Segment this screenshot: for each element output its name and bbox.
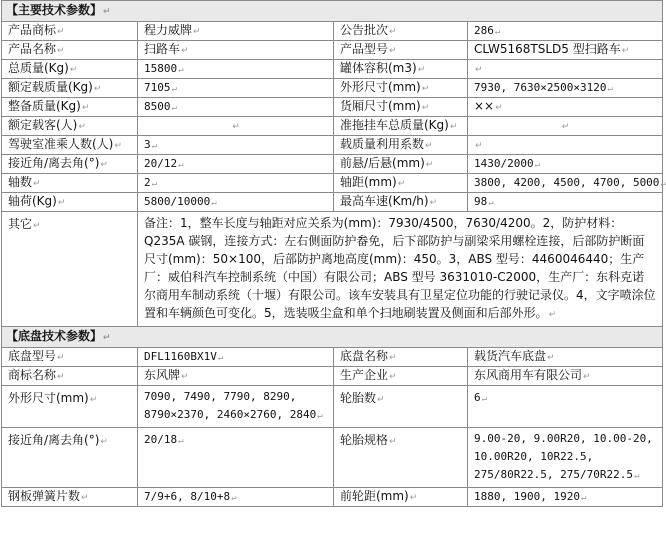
- return-mark-icon: ↵: [103, 333, 111, 343]
- spec-label: 接近角/离去角(°)↵: [2, 155, 138, 174]
- spec-value: ↵: [468, 117, 663, 136]
- spec-label: 底盘型号↵: [2, 348, 138, 367]
- spec-value: 2↵: [138, 174, 334, 193]
- spec-row: [2, 428, 663, 488]
- spec-label: 底盘名称↵: [334, 348, 468, 367]
- spec-row: [2, 348, 663, 367]
- spec-label: 最高车速(Km/h)↵: [334, 193, 468, 212]
- spec-value: 9.00-20, 9.00R20, 10.00-20, 10.00R20, 10R22.5, 275/80R22.5, 275/70R22.5↵: [468, 428, 663, 488]
- spec-label: 公告批次↵: [334, 22, 468, 41]
- spec-value: 东风牌↵: [138, 367, 334, 386]
- chassis-section-header: [2, 327, 663, 348]
- spec-value: 15800↵: [138, 60, 334, 79]
- spec-label: 外形尺寸(mm)↵: [334, 79, 468, 98]
- spec-value: 1430/2000↵: [468, 155, 663, 174]
- spec-label: 产品商标↵: [2, 22, 138, 41]
- spec-row: [2, 488, 663, 507]
- other-notes-text: 备注：1，整车长度与轴距对应关系为(mm)：7930/4500，7630/4200。2，防护材料：Q235A 碳钢，连接方式：左右侧面防护畚免，后下部防护与副梁采用螺栓连接，后部防护断面尺寸(mm)：50×100，后部防护离地高度(mm)：450。3，ABS 型号：4460046440；生产厂：威伯科汽车控制系统（中国）有限公司；ABS 型号 3631010-C2000，生产厂：东科克诺尔商用车制动系统（十堰）有限公司。该车安装具有卫星定位功能的行驶记录仪。4，文字喷涂位置和车辆颜色可变化。5，选装吸尘盒和单个扫地刷装置及侧面和后部外形。↵: [138, 212, 663, 327]
- spec-value: 7090, 7490, 7790, 8290, 8790×2370, 2460×2760, 2840↵: [138, 386, 334, 428]
- spec-value: 东风商用车有限公司↵: [468, 367, 663, 386]
- spec-label: 前轮距(mm)↵: [334, 488, 468, 507]
- spec-label: 总质量(Kg)↵: [2, 60, 138, 79]
- spec-label: 轮胎规格↵: [334, 428, 468, 488]
- spec-row: [2, 117, 663, 136]
- spec-value: 载货汽车底盘↵: [468, 348, 663, 367]
- spec-row: [2, 79, 663, 98]
- spec-value: ↵: [468, 60, 663, 79]
- spec-value: 8500↵: [138, 98, 334, 117]
- spec-label: 轴距(mm)↵: [334, 174, 468, 193]
- spec-value: 6↵: [468, 386, 663, 428]
- spec-row: [2, 174, 663, 193]
- spec-label: 罐体容积(m3)↵: [334, 60, 468, 79]
- spec-label: 轮胎数↵: [334, 386, 468, 428]
- spec-label: 额定载客(人)↵: [2, 117, 138, 136]
- spec-value: 3↵: [138, 136, 334, 155]
- spec-value: 20/18↵: [138, 428, 334, 488]
- spec-label: 额定载质量(Kg)↵: [2, 79, 138, 98]
- main-section-header: [2, 1, 663, 22]
- spec-value: 286↵: [468, 22, 663, 41]
- chassis-section-title: 【底盘技术参数】↵: [2, 327, 663, 348]
- spec-value: ××↵: [468, 98, 663, 117]
- spec-label: 轴数↵: [2, 174, 138, 193]
- spec-label: 生产企业↵: [334, 367, 468, 386]
- spec-value: DFL1160BX1V↵: [138, 348, 334, 367]
- spec-value: 98↵: [468, 193, 663, 212]
- spec-row: [2, 367, 663, 386]
- spec-value: ↵: [468, 136, 663, 155]
- other-notes-row: [2, 212, 663, 327]
- return-mark-icon: ↵: [103, 7, 111, 17]
- other-label: 其它↵: [2, 212, 138, 327]
- spec-label: 准拖挂车总质量(Kg)↵: [334, 117, 468, 136]
- spec-row: [2, 155, 663, 174]
- spec-label: 商标名称↵: [2, 367, 138, 386]
- main-section-title: 【主要技术参数】↵: [2, 1, 663, 22]
- spec-label: 载质量利用系数↵: [334, 136, 468, 155]
- spec-label: 驾驶室准乘人数(人)↵: [2, 136, 138, 155]
- spec-value: 20/12↵: [138, 155, 334, 174]
- spec-value: 程力威牌↵: [138, 22, 334, 41]
- spec-label: 货厢尺寸(mm)↵: [334, 98, 468, 117]
- spec-label: 轴荷(Kg)↵: [2, 193, 138, 212]
- spec-label: 产品名称↵: [2, 41, 138, 60]
- spec-value: CLW5168TSLD5 型扫路车↵: [468, 41, 663, 60]
- spec-label: 外形尺寸(mm)↵: [2, 386, 138, 428]
- spec-label: 前悬/后悬(mm)↵: [334, 155, 468, 174]
- spec-label: 接近角/离去角(°)↵: [2, 428, 138, 488]
- spec-label: 整备质量(Kg)↵: [2, 98, 138, 117]
- spec-row: [2, 60, 663, 79]
- spec-row: [2, 41, 663, 60]
- spec-value: 7105↵: [138, 79, 334, 98]
- spec-value: 5800/10000↵: [138, 193, 334, 212]
- spec-value: 扫路车↵: [138, 41, 334, 60]
- spec-value: 1880, 1900, 1920↵: [468, 488, 663, 507]
- spec-row: [2, 386, 663, 428]
- spec-row: [2, 193, 663, 212]
- spec-value: 3800, 4200, 4500, 4700, 5000↵: [468, 174, 663, 193]
- spec-value: 7/9+6, 8/10+8↵: [138, 488, 334, 507]
- spec-value: 7930, 7630×2500×3120↵: [468, 79, 663, 98]
- spec-label: 钢板弹簧片数↵: [2, 488, 138, 507]
- spec-label: 产品型号↵: [334, 41, 468, 60]
- spec-row: [2, 98, 663, 117]
- spec-row: [2, 22, 663, 41]
- spec-table: [1, 0, 666, 507]
- spec-row: [2, 136, 663, 155]
- spec-value: ↵: [138, 117, 334, 136]
